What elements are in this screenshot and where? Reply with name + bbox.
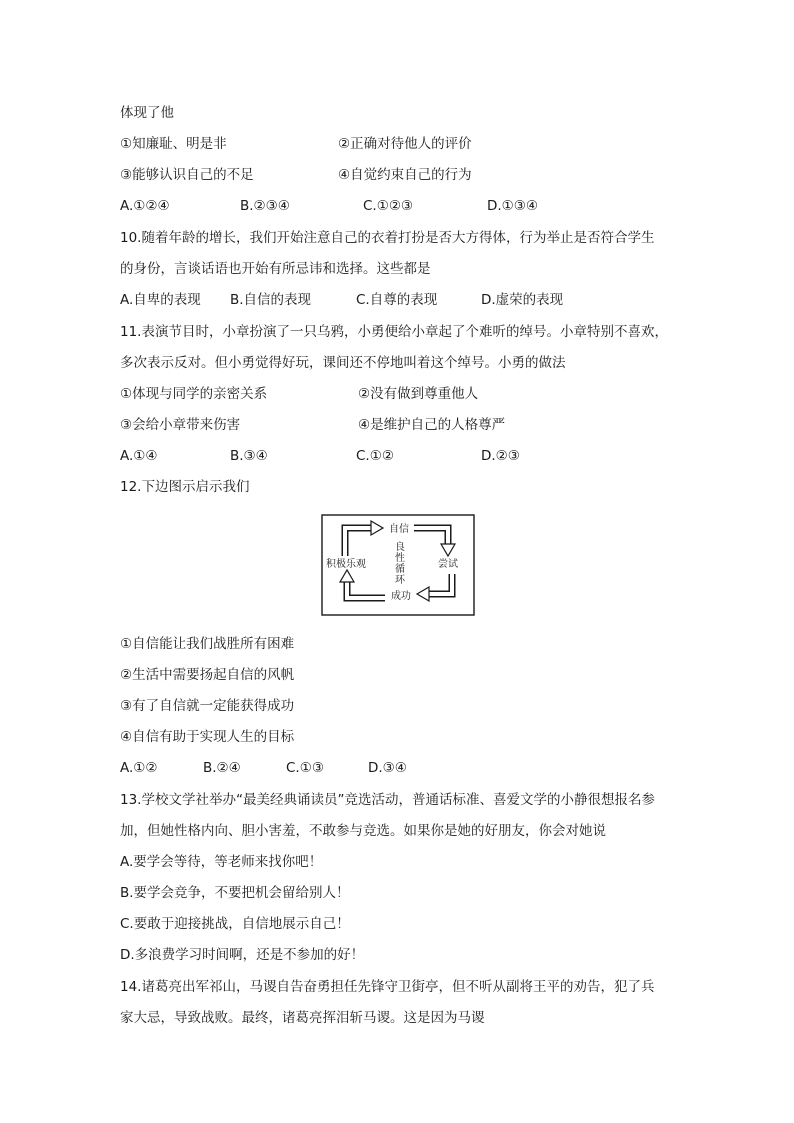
q9-choice-d: D.①③④	[487, 198, 538, 214]
q11-option-3: ③会给小章带来伤害	[120, 417, 241, 433]
q9-choice-a: A.①②④	[120, 198, 170, 214]
q9-option-2: ②正确对待他人的评价	[338, 136, 472, 152]
q12-choice-c: C.①③	[286, 760, 324, 776]
q9-option-3: ③能够认识自己的不足	[120, 167, 254, 183]
q9-option-1: ①知廉耻、明是非	[120, 136, 227, 152]
question-10-stem-line-1: 10.随着年龄的增长，我们开始注意自己的衣着打扮是否大方得体，行为举止是否符合学生	[120, 230, 655, 246]
q9-choice-c: C.①②③	[363, 198, 414, 214]
diagram-center-char-1: 良	[395, 542, 405, 553]
q13-choice-a: A.要学会等待，等老师来找你吧！	[120, 854, 323, 870]
q11-choice-d: D.②③	[481, 448, 520, 464]
virtuous-cycle-diagram	[321, 514, 475, 616]
q10-choice-d: D.虚荣的表现	[481, 292, 564, 308]
diagram-label-optimism: 积极乐观	[326, 559, 366, 570]
question-12-stem: 12.下边图示启示我们	[120, 479, 250, 495]
q12-option-1: ①自信能让我们战胜所有困难	[120, 636, 295, 652]
q9-choice-b: B.②③④	[240, 198, 290, 214]
q13-choice-b: B.要学会竞争，不要把机会留给别人！	[120, 885, 350, 901]
q11-choice-b: B.③④	[230, 448, 268, 464]
diagram-center-char-3: 循	[395, 564, 405, 575]
diagram-center-char-2: 性	[395, 553, 405, 564]
question-13-stem-line-2: 加，但她性格内向、胆小害羞，不敢参与竞选。如果你是她的好朋友，你会对她说	[120, 823, 606, 839]
question-14-stem-line-2: 家大忌，导致战败。最终，诸葛亮挥泪斩马谡。这是因为马谡	[120, 1010, 485, 1026]
question-11-stem-line-2: 多次表示反对。但小勇觉得好玩，课间还不停地叫着这个绰号。小勇的做法	[120, 355, 566, 371]
question-13-stem-line-1: 13.学校文学社举办“最美经典诵读员”竞选活动，普通话标准、喜爱文学的小静很想报名参	[120, 792, 655, 808]
q13-choice-d: D.多浪费学习时间啊，还是不参加的好！	[120, 947, 365, 963]
q11-option-2: ②没有做到尊重他人	[358, 386, 479, 402]
question-9-stem-tail: 体现了他	[120, 105, 174, 121]
q11-choice-a: A.①④	[120, 448, 158, 464]
diagram-center-char-4: 环	[395, 575, 405, 586]
diagram-label-success: 成功	[391, 591, 411, 602]
q12-option-4: ④自信有助于实现人生的目标	[120, 729, 295, 745]
diagram-label-confidence: 自信	[389, 524, 409, 535]
q12-option-3: ③有了自信就一定能获得成功	[120, 698, 295, 714]
q10-choice-b: B.自信的表现	[230, 292, 312, 308]
question-14-stem-line-1: 14.诸葛亮出军祁山，马谡自告奋勇担任先锋守卫街亭，但不听从副将王平的劝告，犯了兵	[120, 979, 655, 995]
q12-choice-a: A.①②	[120, 760, 158, 776]
q12-choice-b: B.②④	[203, 760, 241, 776]
q10-choice-a: A.自卑的表现	[120, 292, 201, 308]
q10-choice-c: C.自尊的表现	[356, 292, 438, 308]
q9-option-4: ④自觉约束自己的行为	[338, 167, 472, 183]
q13-choice-c: C.要敢于迎接挑战，自信地展示自己！	[120, 916, 350, 932]
q12-choice-d: D.③④	[368, 760, 407, 776]
q11-option-1: ①体现与同学的亲密关系	[120, 386, 268, 402]
diagram-label-try: 尝试	[438, 559, 458, 570]
question-10-stem-line-2: 的身份，言谈话语也开始有所忌讳和选择。这些都是	[120, 261, 431, 277]
q12-option-2: ②生活中需要扬起自信的风帆	[120, 667, 295, 683]
question-11-stem-line-1: 11.表演节目时，小章扮演了一只乌鸦，小勇便给小章起了个难听的绰号。小章特别不喜欢，	[120, 324, 668, 340]
q11-choice-c: C.①②	[356, 448, 394, 464]
q11-option-4: ④是维护自己的人格尊严	[358, 417, 506, 433]
